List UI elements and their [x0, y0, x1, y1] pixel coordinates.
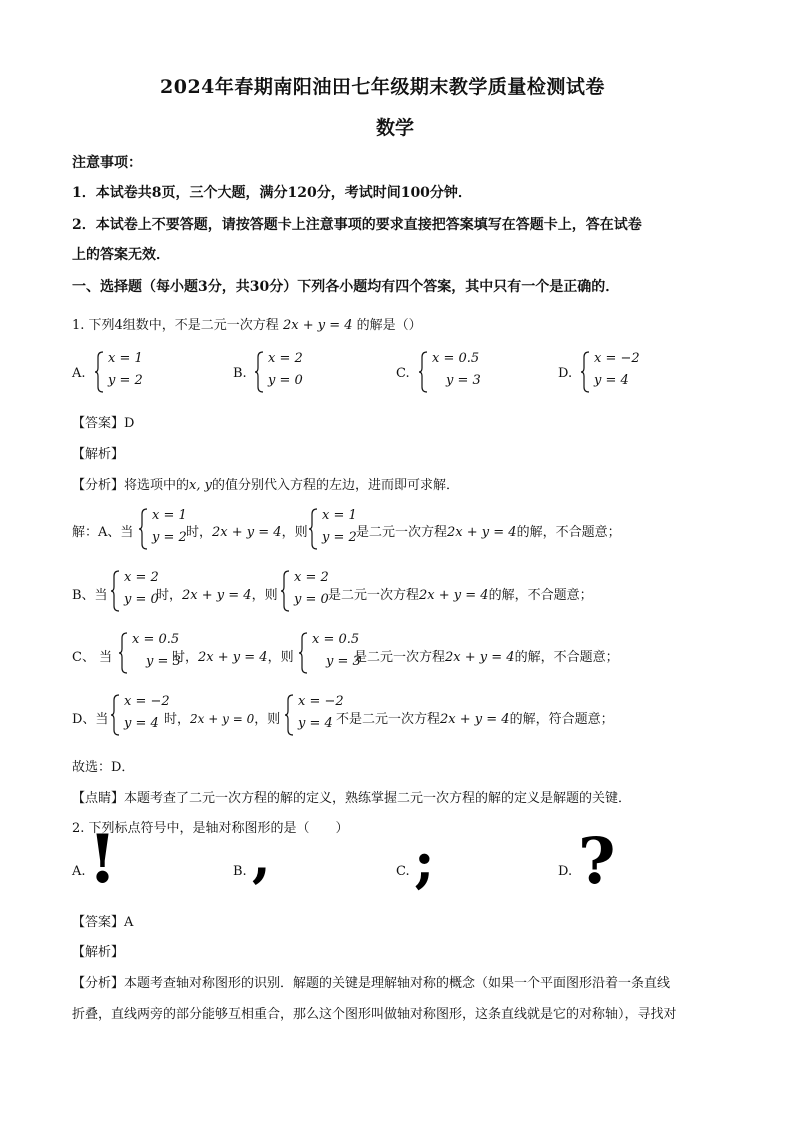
brace-icon [110, 694, 120, 736]
system-line-2: y = 3 [326, 654, 361, 669]
q1-fenxi [72, 474, 459, 493]
notes-item-2: 2．本试卷上不要答题，请按答题卡上注意事项的要求直接把答案填写在答题卡上，答在试卷 [72, 217, 642, 233]
calc-equation: 2x + y = 0 [190, 712, 255, 726]
conclusion-text: 的解，不合题意； [488, 588, 593, 603]
solution-prefix: 解：A、当 [72, 525, 134, 540]
then-text: ，则 [251, 588, 278, 603]
q1-analysis-heading: 【解析】 [72, 447, 125, 462]
section-1-heading: 一、选择题（每小题3分，共30分）下列各小题均有四个答案，其中只有一个是正确的． [72, 279, 620, 295]
solution-conclusion [328, 584, 593, 603]
conclusion-text: 的解，不合题意； [516, 525, 621, 540]
system-line-1: x = 1 [322, 508, 357, 523]
option-label: B. [233, 366, 247, 381]
system-line-1: x = 2 [124, 570, 159, 585]
system-line-1: x = 0.5 [132, 632, 180, 647]
solution-mid [186, 521, 308, 540]
brace-icon [298, 632, 308, 674]
brace-icon [284, 694, 294, 736]
brace-icon [254, 351, 264, 393]
q1-equation: 2x + y = 4 [282, 318, 353, 333]
system-line-2: y = 2 [108, 373, 143, 388]
brace-icon [308, 508, 318, 550]
solution-conclusion [336, 708, 614, 727]
conclusion-pre: 不是二元一次方程 [336, 712, 441, 727]
solution-mid [172, 646, 294, 665]
conclusion-eq: 2x + y = 4 [440, 712, 510, 727]
solution-prefix: B、当 [72, 588, 108, 603]
system-line-2: y = 2 [322, 530, 357, 545]
brace-icon [94, 351, 104, 393]
conclusion-eq: 2x + y = 4 [419, 588, 489, 603]
then-text: ，则 [267, 650, 294, 665]
option-label: B. [233, 864, 247, 879]
question-mark-glyph: ? [578, 824, 616, 899]
conclusion-eq: 2x + y = 4 [447, 525, 517, 540]
option-label: D. [558, 366, 573, 381]
q2-stem: 2. 下列标点符号中，是轴对称图形的是（ ） [72, 821, 349, 836]
exclamation-mark-glyph: ! [88, 820, 117, 898]
when-text: 时， [172, 650, 199, 665]
option-label: D. [558, 864, 573, 879]
system-line-1: x = 1 [152, 508, 187, 523]
q1-answer: 【答案】D [72, 416, 135, 431]
system-line-1: x = −2 [298, 694, 344, 709]
comma-glyph: , [252, 825, 271, 889]
system-line-1: x = 2 [294, 570, 329, 585]
option-label: C. [396, 864, 410, 879]
notes-heading: 注意事项： [72, 155, 142, 171]
brace-icon [580, 351, 590, 393]
option-label: A. [72, 366, 86, 381]
conclusion-pre: 是二元一次方程 [356, 525, 448, 540]
solution-conclusion [356, 521, 621, 540]
q1-choose: 故选：D． [72, 760, 135, 775]
conclusion-pre: 是二元一次方程 [354, 650, 446, 665]
option-label: C. [396, 366, 410, 381]
option-label: A. [72, 864, 86, 879]
when-text: 时， [164, 712, 191, 727]
system-line-2: y = 3 [446, 373, 481, 388]
fenxi-prefix: 【分析】将选项中的 [72, 478, 190, 493]
solution-prefix: D、当 [72, 712, 109, 727]
brace-icon [418, 351, 428, 393]
q2-fenxi-line-1: 【分析】本题考查轴对称图形的识别．解题的关键是理解轴对称的概念（如果一个平面图形沿着一条直线 [72, 976, 671, 991]
conclusion-eq: 2x + y = 4 [445, 650, 515, 665]
calc-equation: 2x + y = 4 [198, 650, 268, 665]
solution-mid [164, 708, 280, 727]
q1-stem-prefix: 1. 下列4组数中，不是二元一次方程 [72, 318, 279, 333]
system-line-2: y = 2 [152, 530, 187, 545]
semicolon-glyph: ; [414, 829, 435, 895]
system-line-1: x = 0.5 [312, 632, 360, 647]
fenxi-vars: x, y [189, 478, 212, 493]
calc-equation: 2x + y = 4 [182, 588, 252, 603]
then-text: ，则 [281, 525, 308, 540]
solution-conclusion [354, 646, 619, 665]
brace-icon [280, 570, 290, 612]
system-line-2: y = 4 [594, 373, 629, 388]
conclusion-text: 的解，符合题意； [509, 712, 614, 727]
then-text: ，则 [254, 712, 281, 727]
q1-stem-suffix: 的解是（） [356, 318, 422, 333]
system-line-2: y = 0 [294, 592, 329, 607]
system-line-2: y = 0 [268, 373, 303, 388]
exam-title: 2024年春期南阳油田七年级期末教学质量检测试卷 [160, 76, 605, 98]
system-line-2: y = 3 [146, 654, 181, 669]
system-line-1: x = −2 [594, 351, 640, 366]
solution-mid [156, 584, 278, 603]
conclusion-pre: 是二元一次方程 [328, 588, 420, 603]
brace-icon [138, 508, 148, 550]
q1-stem [72, 314, 422, 333]
system-line-1: x = 0.5 [432, 351, 480, 366]
when-text: 时， [156, 588, 183, 603]
system-line-2: y = 0 [124, 592, 159, 607]
system-line-2: y = 4 [124, 716, 159, 731]
when-text: 时， [186, 525, 213, 540]
notes-item-2-cont: 上的答案无效． [72, 247, 170, 263]
system-line-1: x = −2 [124, 694, 170, 709]
fenxi-suffix: 的值分别代入方程的左边，进而即可求解． [211, 478, 459, 493]
subject-title: 数学 [376, 117, 415, 139]
q2-analysis-heading: 【解析】 [72, 945, 125, 960]
notes-item-1: 1．本试卷共8页，三个大题，满分120分，考试时间100分钟． [72, 185, 472, 201]
solution-prefix: C、 当 [72, 650, 113, 665]
system-line-2: y = 4 [298, 716, 333, 731]
q1-dianjing: 【点睛】本题考查了二元一次方程的解的定义，熟练掌握二元一次方程的解的定义是解题的关键． [72, 791, 632, 806]
q2-answer: 【答案】A [72, 915, 134, 930]
system-line-1: x = 2 [268, 351, 303, 366]
brace-icon [110, 570, 120, 612]
conclusion-text: 的解，不合题意； [514, 650, 619, 665]
brace-icon [118, 632, 128, 674]
calc-equation: 2x + y = 4 [212, 525, 282, 540]
q2-fenxi-line-2: 折叠，直线两旁的部分能够互相重合，那么这个图形叫做轴对称图形，这条直线就是它的对称轴），寻找对 [72, 1007, 677, 1022]
system-line-1: x = 1 [108, 351, 143, 366]
